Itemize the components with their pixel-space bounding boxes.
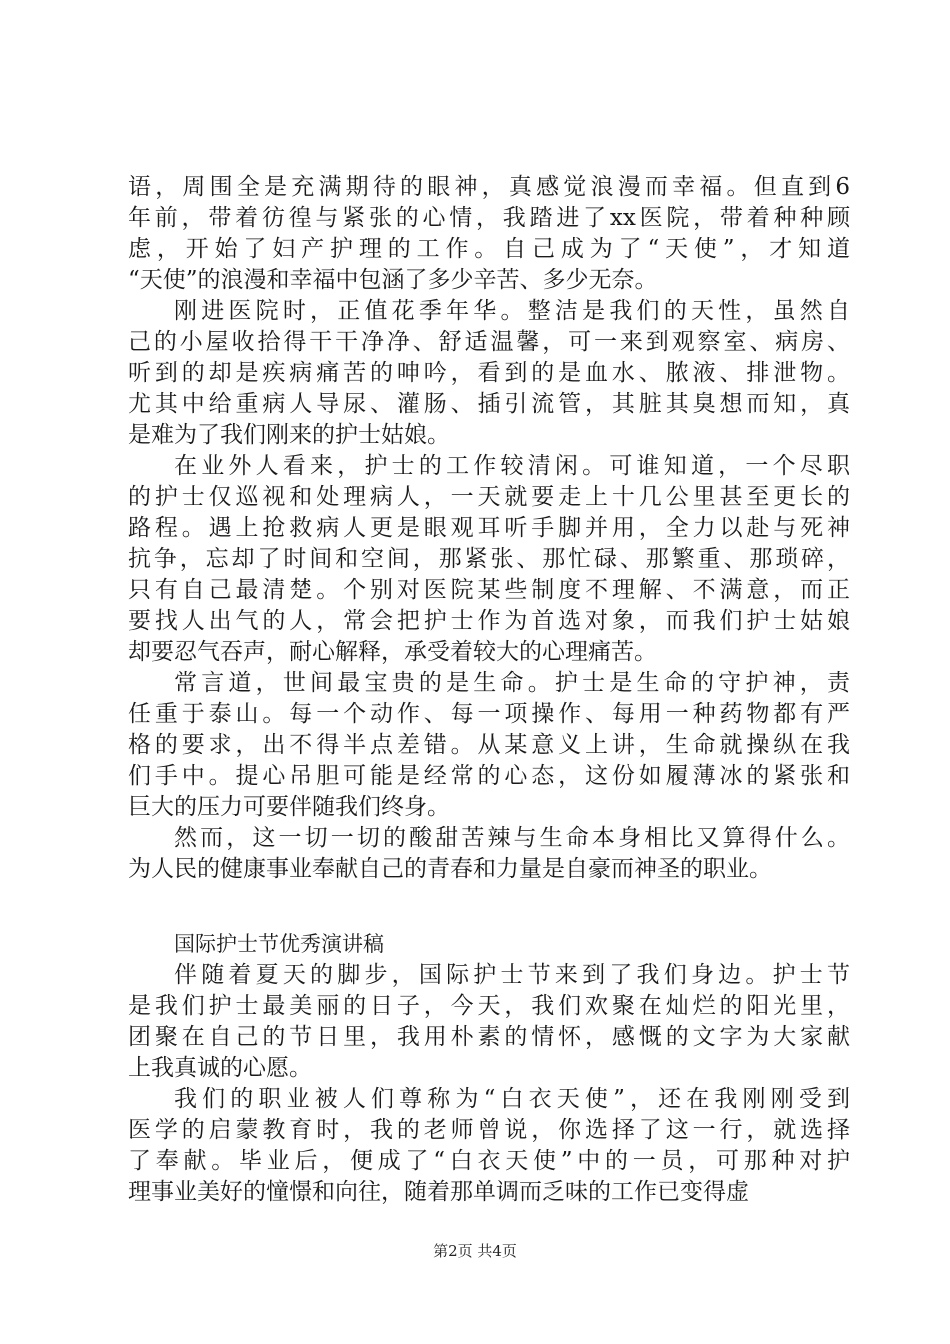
text-line: 常言道，世间最宝贵的是生命。护士是生命的守护神，责 [174, 670, 850, 696]
paragraph [128, 668, 850, 823]
paragraph [128, 823, 850, 885]
text-line: 听到的却是疾病痛苦的呻吟，看到的是血水、脓液、排泄物。 [128, 360, 850, 386]
text-line: 团聚在自己的节日里，我用朴素的情怀，感慨的文字为大家献 [128, 1024, 850, 1050]
text-line: 然而，这一切一切的酸甜苦辣与生命本身相比又算得什么。 [174, 825, 850, 851]
text-line: 虑，开始了妇产护理的工作。自己成为了“天使”，才知道 [128, 236, 850, 262]
text-line: 我们的职业被人们尊称为“白衣天使”，还在我刚刚受到 [174, 1086, 850, 1112]
text-line: 的护士仅巡视和处理病人，一天就要走上十几公里甚至更长的 [128, 484, 850, 510]
paragraphs-after [128, 960, 850, 1208]
text-line: 理事业美好的憧憬和向往，随着那单调而乏味的工作已变得虚 [128, 1179, 749, 1205]
section-gap [128, 885, 850, 929]
paragraph [128, 1084, 850, 1208]
text-line: 语，周围全是充满期待的眼神，真感觉浪漫而幸福。但直到6 [128, 174, 850, 200]
text-line: 了奉献。毕业后，便成了“白衣天使”中的一员，可那种对护 [128, 1148, 850, 1174]
document-body [128, 172, 850, 1208]
text-line: 要找人出气的人，常会把护士作为首选对象，而我们护士姑娘 [128, 608, 850, 634]
text-line: “天使”的浪漫和幸福中包涵了多少辛苦、多少无奈。 [128, 267, 658, 293]
text-line: 却要忍气吞声，耐心解释，承受着较大的心理痛苦。 [128, 639, 657, 665]
text-line: 己的小屋收拾得干干净净、舒适温馨，可一来到观察室、病房、 [128, 329, 850, 355]
text-line: 路程。遇上抢救病人更是眼观耳听手脚并用，全力以赴与死神 [128, 515, 850, 541]
paragraph [128, 296, 850, 451]
paragraphs-before [128, 172, 850, 885]
text-line: 在业外人看来，护士的工作较清闲。可谁知道，一个尽职 [174, 453, 850, 479]
page-footer: 第2页 共4页 [433, 1242, 517, 1260]
paragraph [128, 451, 850, 668]
text-line: 是我们护士最美丽的日子，今天，我们欢聚在灿烂的阳光里， [128, 993, 850, 1019]
text-line: 上我真诚的心愿。 [128, 1055, 312, 1081]
paragraph [128, 960, 850, 1084]
section-heading: 国际护士节优秀演讲稿 [174, 932, 384, 956]
text-line: 尤其中给重病人导尿、灌肠、插引流管，其脏其臭想而知，真 [128, 391, 850, 417]
text-line: 医学的启蒙教育时，我的老师曾说，你选择了这一行，就选择 [128, 1117, 850, 1143]
text-line: 为人民的健康事业奉献自己的青春和力量是自豪而神圣的职业。 [128, 856, 772, 882]
text-line: 年前，带着彷徨与紧张的心情，我踏进了xx医院，带着种种顾 [128, 205, 850, 231]
text-line: 只有自己最清楚。个别对医院某些制度不理解、不满意，而正 [128, 577, 850, 603]
text-line: 抗争，忘却了时间和空间，那紧张、那忙碌、那繁重、那琐碎， [128, 546, 850, 572]
text-line: 刚进医院时，正值花季年华。整洁是我们的天性，虽然自 [174, 298, 850, 324]
text-line: 伴随着夏天的脚步，国际护士节来到了我们身边。护士节 [174, 962, 850, 988]
text-line: 巨大的压力可要伴随我们终身。 [128, 794, 450, 820]
text-line: 们手中。提心吊胆可能是经常的心态，这份如履薄冰的紧张和 [128, 763, 850, 789]
text-line: 是难为了我们刚来的护士姑娘。 [128, 422, 450, 448]
paragraph [128, 172, 850, 296]
text-line: 格的要求，出不得半点差错。从某意义上讲，生命就操纵在我 [128, 732, 850, 758]
text-line: 任重于泰山。每一个动作、每一项操作、每用一种药物都有严 [128, 701, 850, 727]
